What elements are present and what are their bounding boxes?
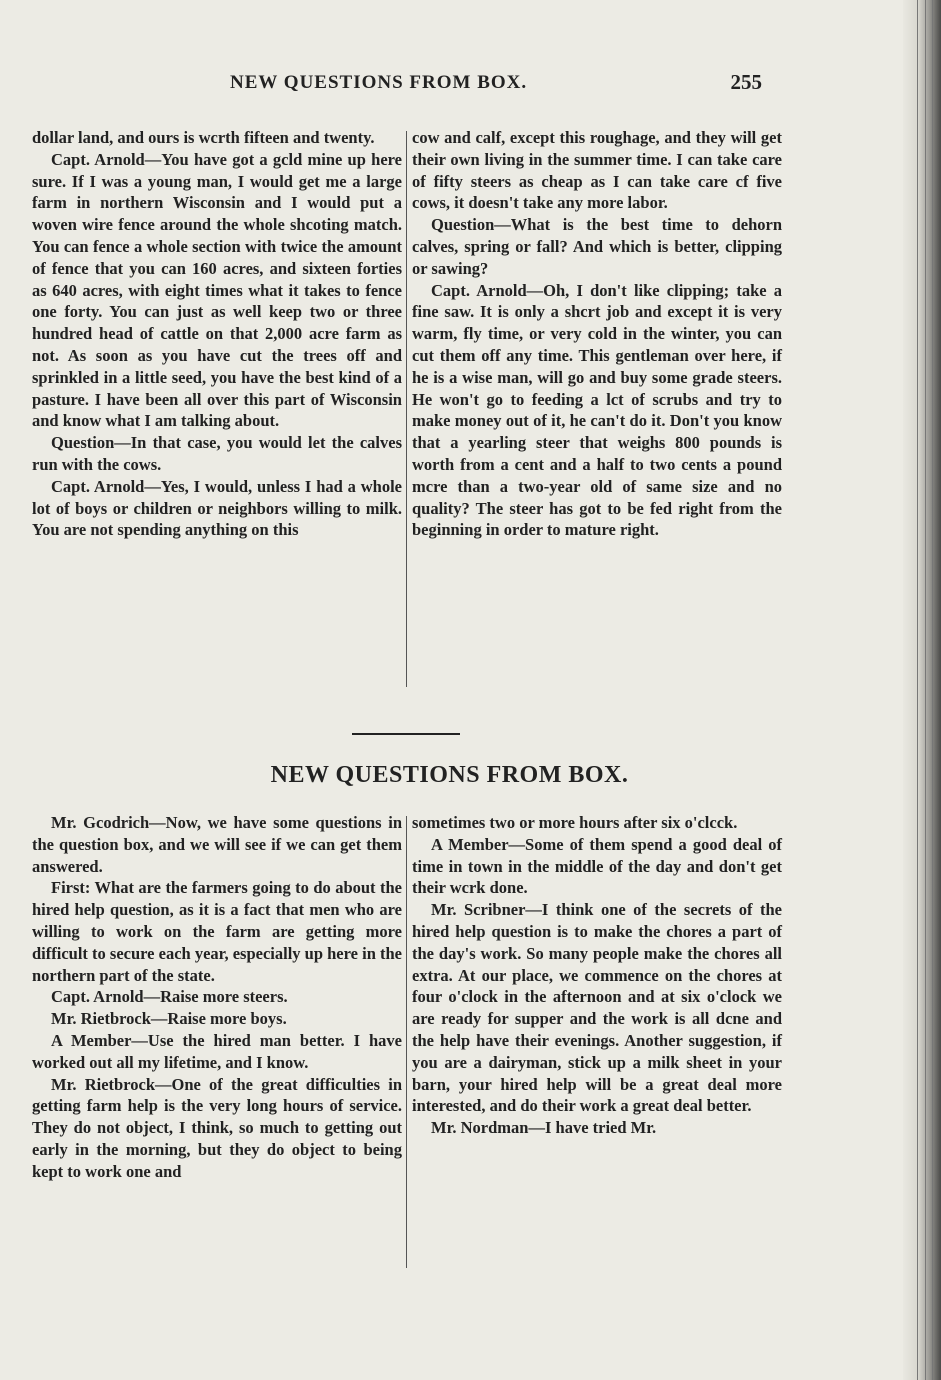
paragraph: dollar land, and ours is wcrth fifteen and twenty. xyxy=(32,128,375,147)
paragraph: A Member—Some of them spend a good deal of time in town in the middle of the day and don't get their wcrk done. xyxy=(412,834,782,898)
paragraph: First: What are the farmers going to do about the hired help question, as it is a fact that men who are willing to work on the farm are getting more difficult to secure each year, especially up here in the northern part of the state. xyxy=(32,878,402,985)
bottom-right-column xyxy=(412,812,782,1272)
bottom-left-column xyxy=(32,812,402,1272)
column-divider xyxy=(402,812,412,1272)
section-heading xyxy=(0,762,941,789)
paragraph: A Member—Use the hired man better. I have worked out all my lifetime, and I know. xyxy=(32,1030,402,1072)
paragraph: Capt. Arnold—Yes, I would, unless I had a whole lot of boys or children or neighbors willing to milk. You are not spending anything on this xyxy=(32,476,402,540)
section-divider xyxy=(352,733,460,735)
section-title: NEW QUESTIONS FROM BOX. xyxy=(270,762,629,788)
bottom-columns xyxy=(32,812,782,1272)
paragraph: Question—In that case, you would let the calves run with the cows. xyxy=(32,433,402,474)
paragraph: Capt. Arnold—Oh, I don't like clipping; take a fine saw. It is only a shcrt job and except it is very warm, fly time, or very cold in the winter, you can cut them off any time. This gentleman over here, if he is a wise man, will go and buy some grade steers. He won't go to feeding a lct of scrubs and try to make money out of it, he can't do it. Don't you know that a yearling steer that weighs 800 pounds is worth from a cent and a half to two cents a pound mcre than a two-year old of same size and no quality? The steer has got to be fed right from the beginning in order to mature right. xyxy=(412,280,782,540)
paragraph: Mr. Nordman—I have tried Mr. xyxy=(431,1118,657,1138)
page-header xyxy=(40,72,762,98)
column-divider xyxy=(402,127,412,691)
paragraph: cow and calf, except this roughage, and they will get their own living in the summer time. I can take care of fifty steers as cheap as I can take care cf five cows, it doesn't take any more labor. xyxy=(412,128,782,213)
page-number: 255 xyxy=(730,70,762,94)
paragraph: Mr. Gcodrich—Now, we have some questions in the question box, and we will see if we can get them answered. xyxy=(32,813,402,876)
paragraph: Capt. Arnold—You have got a gcld mine up here sure. If I was a young man, I would get me a large farm in northern Wisconsin and I would put a woven wire fence around the whole shcoting match. You can fence a whole section with twice the amount of fence that you can 160 acres, and sixteen forties as 640 acres, with eight times what it takes to fence one forty. You can just as well keep two or three hundred head of cattle on that 2,000 acre farm as not. As soon as you have cut the trees off and sprinkled in a little seed, you have the best kind of a pasture. I have been all over this part of Wisconsin and know what I am talking about. xyxy=(32,149,402,431)
running-head: NEW QUESTIONS FROM BOX. xyxy=(230,72,528,93)
paragraph: Mr. Rietbrock—One of the great difficulties in getting farm help is the very long hours of service. They do not object, I think, so much to getting out early in the morning, but they do object to being kept to work one and xyxy=(32,1074,402,1181)
paragraph: Question—What is the best time to dehorn calves, spring or fall? And which is better, clipping or sawing? xyxy=(412,215,782,278)
paragraph: Mr. Scribner—I think one of the secrets of the hired help question is to make the chores a part of the day's work. So many people make the chores all extra. At our place, we commence on the chores at four o'clock in the afternoon and at six o'clock we are ready for supper and the work is all dcne and the help have their evenings. Another suggestion, if you are a dairyman, stick up a milk sheet in your barn, your hired help will be a great deal more interested, and do their work a great deal better. xyxy=(412,900,782,1116)
page-edge-shadow xyxy=(903,0,941,1380)
top-right-column xyxy=(412,127,782,691)
top-left-column xyxy=(32,127,402,691)
paragraph: Mr. Rietbrock—Raise more boys. xyxy=(51,1009,287,1029)
paragraph: Capt. Arnold—Raise more steers. xyxy=(51,987,288,1007)
paragraph: sometimes two or more hours after six o'clcck. xyxy=(412,813,738,832)
top-columns xyxy=(32,127,782,691)
